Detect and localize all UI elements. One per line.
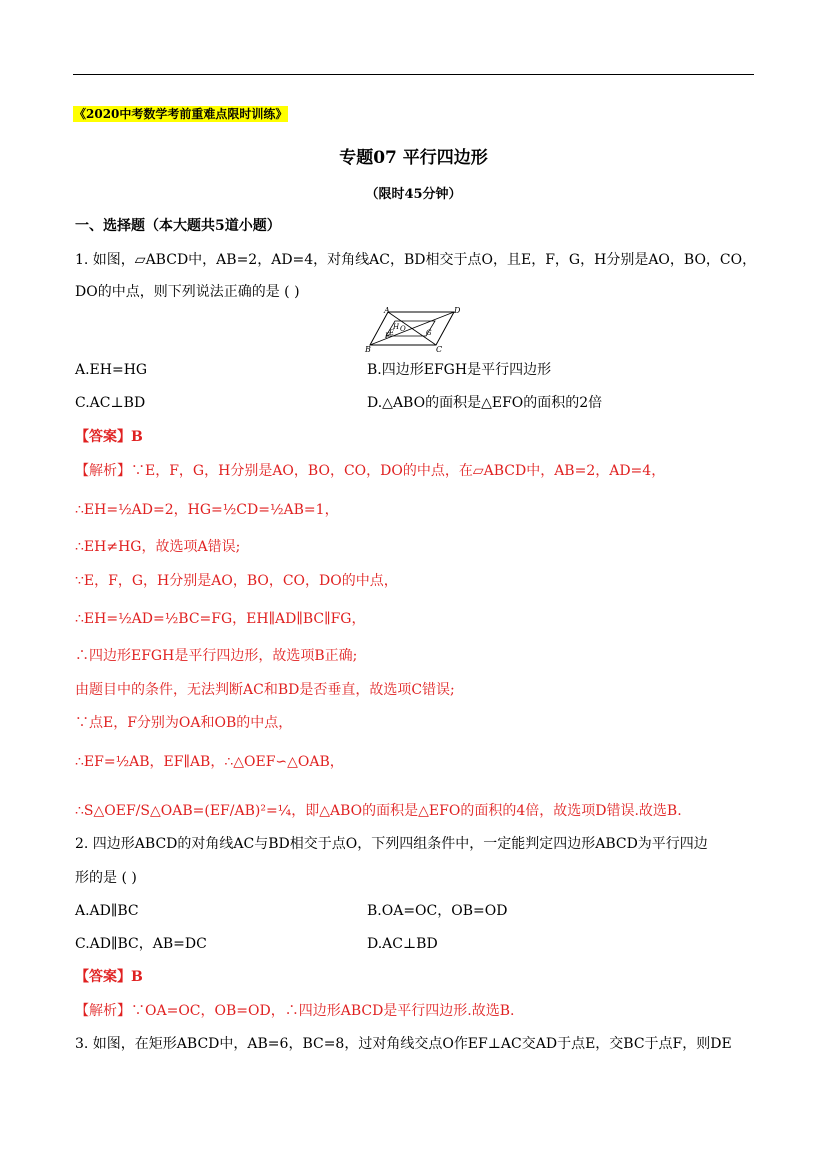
- q1-option-b: B.四边形EFGH是平行四边形: [367, 362, 552, 378]
- q2-analysis: 【解析】∵OA=OC，OB=OD，∴四边形ABCD是平行四边形.故选B.: [75, 1003, 515, 1019]
- q1-analysis-line: 由题目中的条件，无法判断AC和BD是否垂直，故选项C错误;: [75, 682, 455, 698]
- q1-analysis-line: ∴EF=½AB，EF∥AB，∴△OEF∽△OAB，: [75, 754, 344, 770]
- q1-stem-line2: DO的中点，则下列说法正确的是 ( ): [75, 284, 300, 300]
- q1-analysis-line: ∴EH=½AD=½BC=FG，EH∥AD∥BC∥FG，: [75, 611, 366, 627]
- series-tag: 《2020中考数学考前重难点限时训练》: [74, 107, 288, 121]
- q1-analysis-line: ∴S△OEF/S△OAB=(EF/AB)²=¼，即△ABO的面积是△EFO的面积的4倍，故选项D错误.故选B.: [75, 803, 682, 819]
- label-f: F: [385, 332, 390, 340]
- q1-option-a: A.EH=HG: [75, 362, 148, 378]
- label-g: G: [426, 329, 432, 337]
- q2-answer: 【答案】B: [75, 969, 143, 985]
- label-b: B: [365, 345, 371, 354]
- header-rule: [73, 74, 754, 75]
- label-c: C: [436, 345, 443, 354]
- q1-analysis-line: ∴四边形EFGH是平行四边形，故选项B正确;: [75, 648, 358, 664]
- label-e: E: [389, 329, 395, 337]
- q2-stem-line2: 形的是 ( ): [75, 870, 137, 886]
- q1-answer: 【答案】B: [75, 429, 143, 445]
- q1-analysis-line: 【解析】∵E，F，G，H分别是AO，BO，CO，DO的中点，在▱ABCD中，AB=2，AD=4，: [75, 463, 666, 479]
- section-heading: 一、选择题（本大题共5道小题）: [75, 218, 281, 234]
- page-title: 专题07 平行四边形: [339, 148, 488, 168]
- q2-stem-line1: 2. 四边形ABCD的对角线AC与BD相交于点O，下列四组条件中，一定能判定四边形ABCD为平行四边: [75, 836, 708, 852]
- q3-stem-line1: 3. 如图，在矩形ABCD中，AB=6，BC=8，过对角线交点O作EF⊥AC交AD于点E，交BC于点F，则DE: [75, 1036, 732, 1052]
- q2-option-a: A.AD∥BC: [75, 903, 139, 919]
- q1-stem-line1: 1. 如图，▱ABCD中，AB=2，AD=4，对角线AC，BD相交于点O，且E，F，G，H分别是AO，BO，CO，: [75, 252, 757, 268]
- q1-option-c: C.AC⊥BD: [75, 395, 146, 411]
- q1-analysis-line: ∵点E，F分别为OA和OB的中点，: [75, 715, 293, 731]
- parallelogram-figure: [362, 305, 462, 355]
- label-h: H: [393, 323, 400, 331]
- q2-option-b: B.OA=OC，OB=OD: [367, 903, 508, 919]
- q1-option-d: D.△ABO的面积是△EFO的面积的2倍: [367, 395, 603, 411]
- diagonal-bd: [370, 312, 454, 345]
- q1-analysis-line: ∵E，F，G，H分别是AO，BO，CO，DO的中点，: [75, 573, 398, 589]
- label-o: O: [400, 325, 406, 333]
- q2-option-d: D.AC⊥BD: [367, 936, 438, 952]
- q1-analysis-line: ∴EH≠HG，故选项A错误;: [75, 539, 241, 555]
- q1-analysis-line: ∴EH=½AD=2，HG=½CD=½AB=1，: [75, 502, 339, 518]
- label-d: D: [454, 306, 461, 315]
- time-limit: （限时45分钟）: [365, 187, 462, 202]
- label-a: A: [384, 306, 390, 315]
- q2-option-c: C.AD∥BC，AB=DC: [75, 936, 207, 952]
